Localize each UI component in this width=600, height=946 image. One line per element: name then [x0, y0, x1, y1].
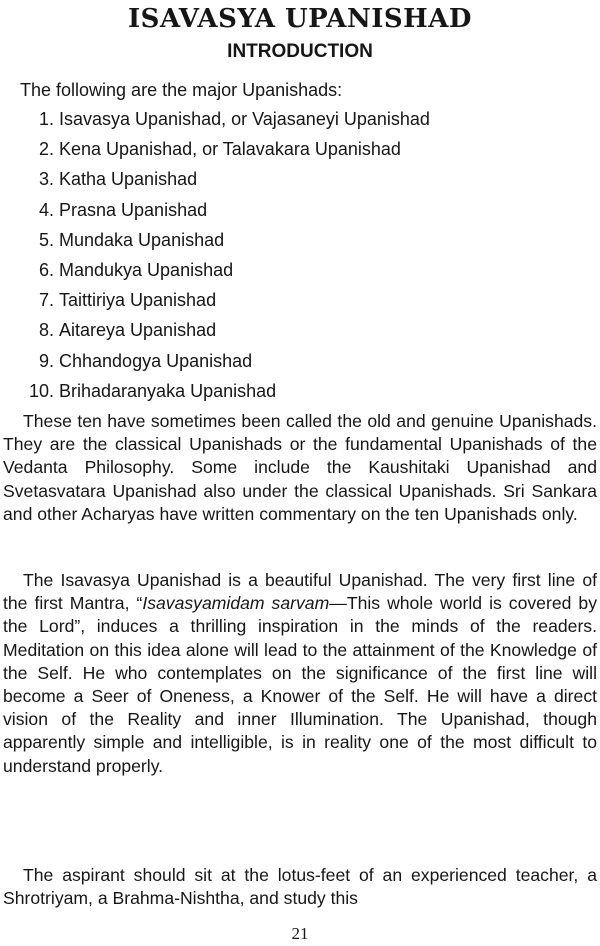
list-text: Mandukya Upanishad	[59, 259, 234, 280]
list-text: Isavasya Upanishad, or Vajasaneyi Upanishad	[59, 109, 430, 129]
list-item	[18, 197, 588, 227]
list-number: 9.	[38, 350, 54, 371]
list-number: 6.	[38, 259, 54, 280]
page-title: ISAVASYA UPANISHAD	[128, 4, 472, 34]
list-number: 7.	[38, 290, 54, 311]
list-number: 3.	[38, 169, 54, 190]
paragraph-text: —This whole world is covered by the Lord”, induces a thrilling inspiration in the minds of the readers. Meditation on this idea alone will lead to the attainment of the Knowledge of the Self. He who contemplates on the significance of the first line will become a Seer of Oneness, a Knower of the Self. He will have a direct vision of the Reality and inner Illumination. The Upanishad, though apparently simple and intelligible, is in reality one of the most difficult to understand properly.	[3, 593, 597, 776]
paragraph-text: The Isavasya Upanishad is a beautiful Upanishad. The very first line of the first Mantra, “	[3, 570, 597, 614]
list-number: 1.	[38, 109, 54, 129]
list-text: Brihadaranyaka Upanishad	[59, 380, 277, 401]
paragraph-classical-upanishads: These ten have sometimes been called the old and genuine Upanishads. They are the classical Upanishads or the fundamental Upanishads of the Vedanta Philosophy. Some include the Kaushitaki Upanishad and Svetasvatara Upanishad also under the classical Upanishads. Sri Sankara and other Acharyas have written commentary on the ten Upanishads only.	[3, 411, 597, 524]
paragraph-isavasya	[3, 569, 597, 778]
list-item	[18, 287, 588, 317]
mantra-quote: Isavasyamidam sarvam	[142, 593, 330, 614]
list-text: Aitareya Upanishad	[59, 320, 217, 341]
list-text: Katha Upanishad	[59, 169, 198, 190]
list-number: 8.	[38, 320, 54, 341]
list-number: 5.	[38, 229, 54, 250]
list-item	[18, 378, 588, 408]
list-number: 4.	[38, 199, 54, 220]
upanishad-list	[18, 106, 588, 408]
list-text: Chhandogya Upanishad	[59, 350, 253, 371]
intro-line: The following are the major Upanishads:	[20, 80, 343, 100]
list-item	[18, 257, 588, 287]
list-text: Kena Upanishad, or Talavakara Upanishad	[59, 139, 401, 160]
list-text: Prasna Upanishad	[59, 199, 208, 220]
list-number: 2.	[38, 139, 54, 160]
paragraph-aspirant: The aspirant should sit at the lotus-feet of an experienced teacher, a Shrotriyam, a Brahma-Nishtha, and study this	[3, 865, 597, 909]
list-text: Mundaka Upanishad	[59, 229, 225, 250]
list-item	[18, 317, 588, 347]
list-item	[18, 227, 588, 257]
section-heading: INTRODUCTION	[227, 41, 373, 62]
page-number: 21	[291, 924, 309, 943]
list-item	[18, 136, 588, 166]
list-number: 10.	[28, 380, 54, 401]
list-item	[18, 106, 588, 136]
list-item	[18, 348, 588, 378]
list-text: Taittiriya Upanishad	[59, 290, 217, 311]
list-item	[18, 166, 588, 196]
